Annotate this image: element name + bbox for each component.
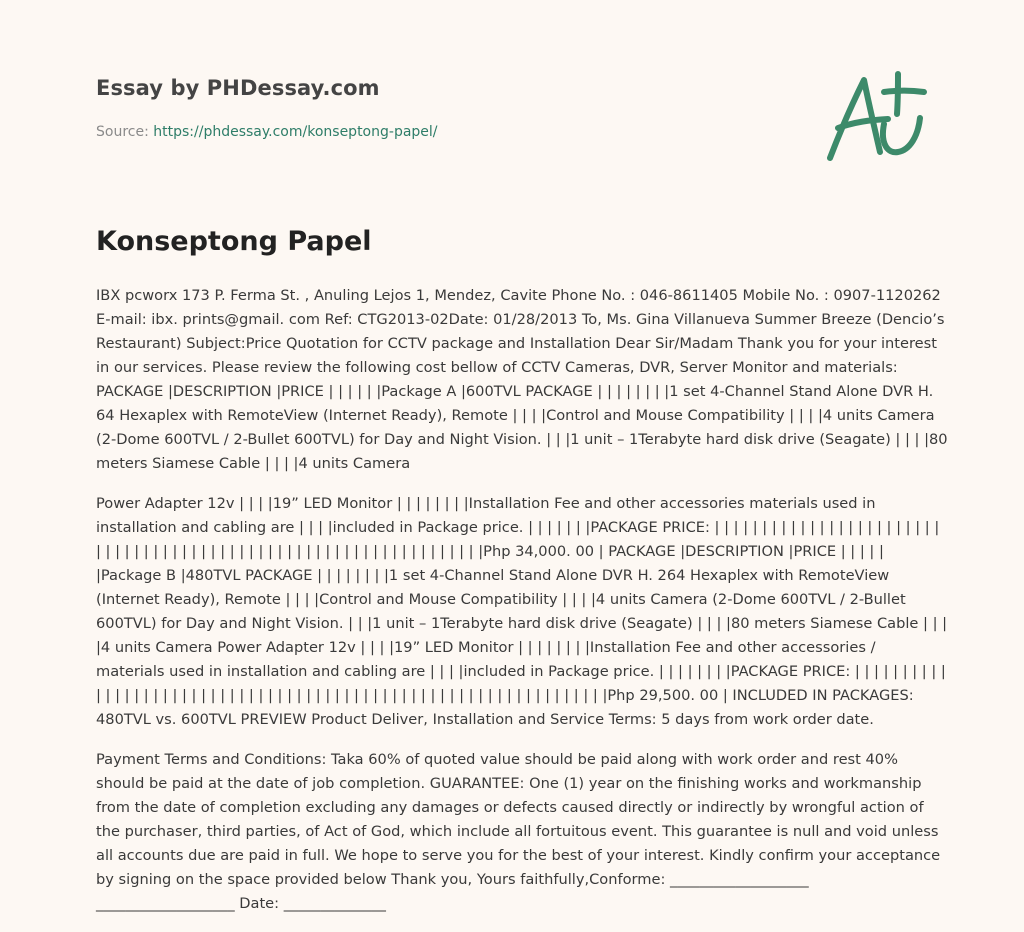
site-title: Essay by PHDessay.com	[96, 76, 380, 100]
page-header	[96, 0, 948, 200]
essay-page	[96, 0, 948, 912]
paragraph-2: Power Adapter 12v | | | |19” LED Monitor | | | | | | | |Installation Fee and other accessories materials used in installation and cabling are | | | |included in Package price. | | | | | | |PACKAGE PRICE: | | | | | | | | | | | | | | | | | | | | | | | | | | | | | | | | | | | | | | | | | | | | | | | | | | | | | | | | | | | | | | | | |Php 34,000. 00 | PACKAGE |DESCRIPTION |PRICE | | | | | |Package B |480TVL PACKAGE | | | | | | | |1 set 4-Channel Stand Alone DVR H. 264 Hexaplex with RemoteView (Internet Ready), Remote | | | |Control and Mouse Compatibility | | | |4 units Camera (2-Dome 600TVL / 2-Bullet 600TVL) for Day and Night Vision. | | |1 unit – 1Terabyte hard disk drive (Seagate) | | | |80 meters Siamese Cable | | | |4 units Camera Power Adapter 12v | | | |19” LED Monitor | | | | | | | |Installation Fee and other accessories / materials used in installation and cabling are | | | |included in Package price. | | | | | | | |PACKAGE PRICE: | | | | | | | | | | | | | | | | | | | | | | | | | | | | | | | | | | | | | | | | | | | | | | | | | | | | | | | | | | | | | | | |Php 29,500. 00 | INCLUDED IN PACKAGES: 480TVL vs. 600TVL PREVIEW Product Deliver, Installation and Service Terms: 5 days from work order date.	[96, 495, 948, 728]
a-plus-logo-icon	[824, 70, 928, 166]
document-title: Konseptong Papel	[96, 226, 372, 257]
source-link[interactable]: https://phdessay.com/konseptong-papel/	[153, 124, 438, 140]
paragraph-3: Payment Terms and Conditions: Taka 60% of quoted value should be paid along with work order and rest 40% should be paid at the date of job completion. GUARANTEE: One (1) year on the finishing works and workmanship from the date of completion excluding any damages or defects caused directly or indirectly by wrongful action of the purchaser, third parties, of Act of God, which include all fortuitous event. This guarantee is null and void unless all accounts due are paid in full. We hope to serve you for the best of your interest. Kindly confirm your acceptance by signing on the space provided below Thank you, Yours faithfully,Conforme: ___________________ ___________________ Date: ______________	[96, 751, 941, 912]
document-body	[96, 284, 948, 932]
source-label: Source:	[96, 124, 154, 140]
paragraph-1: IBX pcworx 173 P. Ferma St. , Anuling Lejos 1, Mendez, Cavite Phone No. : 046-8611405 Mobile No. : 0907-1120262 E-mail: ibx. prints@gmail. com Ref: CTG2013-02Date: 01/28/2013 To, Ms. Gina Villanueva Summer Breeze (Dencio’s Restaurant) Subject:Price Quotation for CCTV package and Installation Dear Sir/Madam Thank you for your interest in our services. Please review the following cost bellow of CCTV Cameras, DVR, Server Monitor and materials: PACKAGE |DESCRIPTION |PRICE | | | | | |Package A |600TVL PACKAGE | | | | | | | |1 set 4-Channel Stand Alone DVR H. 64 Hexaplex with RemoteView (Internet Ready), Remote | | | |Control and Mouse Compatibility | | | |4 units Camera (2-Dome 600TVL / 2-Bullet 600TVL) for Day and Night Vision. | | |1 unit – 1Terabyte hard disk drive (Seagate) | | | |80 meters Siamese Cable | | | |4 units Camera	[96, 287, 948, 472]
source-line	[96, 124, 438, 140]
